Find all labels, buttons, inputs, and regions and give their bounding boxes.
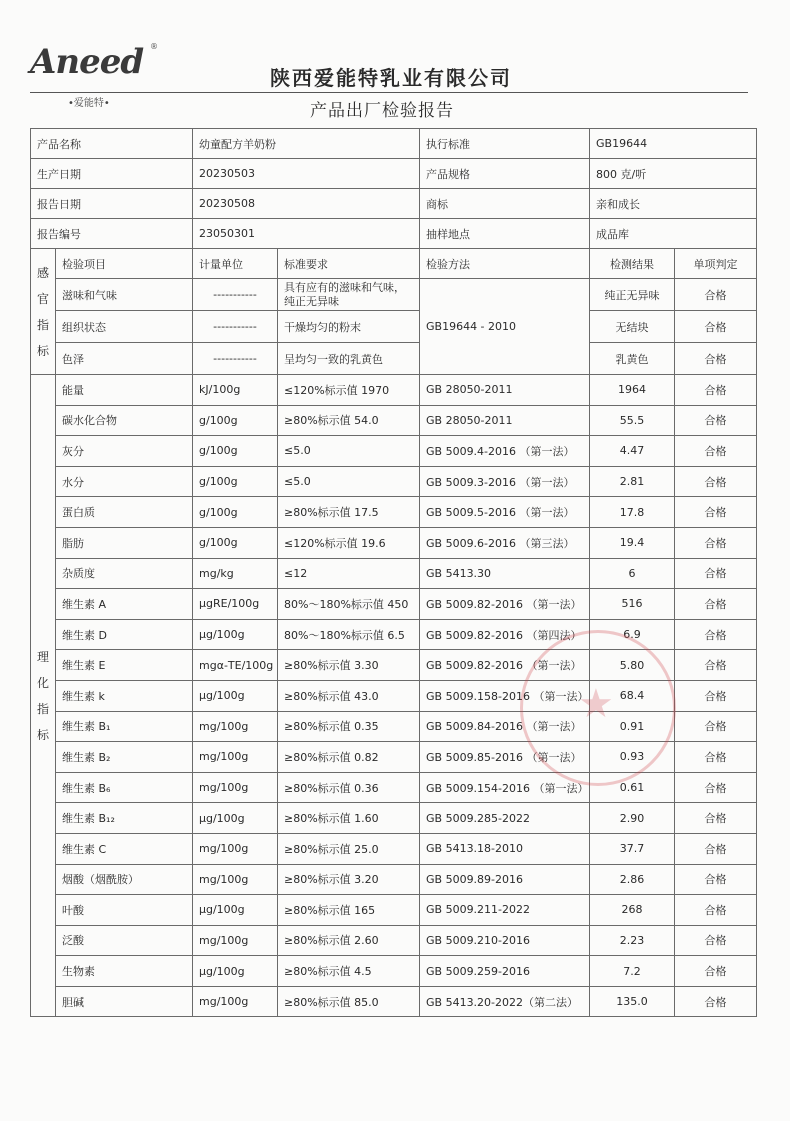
method-cell: GB 5009.259-2016 — [420, 956, 590, 987]
verdict-cell: 合格 — [675, 375, 757, 406]
item-cell: 维生素 A — [56, 589, 193, 620]
method-cell: GB 5413.18-2010 — [420, 833, 590, 864]
verdict-cell: 合格 — [675, 436, 757, 467]
col-header-verdict: 单项判定 — [675, 249, 757, 279]
item-cell: 滋味和气味 — [56, 279, 193, 311]
table-row — [31, 405, 757, 436]
method-cell: GB 5009.82-2016 （第四法） — [420, 619, 590, 650]
category-char: 标 — [36, 343, 49, 358]
table-row — [31, 527, 757, 558]
item-cell: 维生素 B₁₂ — [56, 803, 193, 834]
table-row — [31, 680, 757, 711]
result-cell: 0.91 — [590, 711, 675, 742]
seal-star-icon: ★ — [578, 681, 614, 727]
req-cell: 干燥均匀的粉末 — [278, 311, 420, 343]
verdict-cell: 合格 — [675, 925, 757, 956]
result-cell: 516 — [590, 589, 675, 620]
verdict-cell: 合格 — [675, 772, 757, 803]
unit-cell: μgRE/100g — [193, 589, 278, 620]
verdict-cell: 合格 — [675, 558, 757, 589]
method-cell: GB 5009.154-2016 （第一法） — [420, 772, 590, 803]
method-cell: GB 5413.20-2022（第二法） — [420, 986, 590, 1017]
info-label: 报告编号 — [31, 219, 193, 249]
req-cell: ≤120%标示值 19.6 — [278, 527, 420, 558]
unit-cell: mg/100g — [193, 925, 278, 956]
method-cell: GB 5009.89-2016 — [420, 864, 590, 895]
req-cell: ≥80%标示值 85.0 — [278, 986, 420, 1017]
method-cell: GB 5009.84-2016 （第一法） — [420, 711, 590, 742]
unit-cell: ----------- — [193, 311, 278, 343]
req-cell: ≥80%标示值 1.60 — [278, 803, 420, 834]
unit-cell: mg/100g — [193, 833, 278, 864]
table-row — [31, 742, 757, 773]
item-cell: 杂质度 — [56, 558, 193, 589]
verdict-cell: 合格 — [675, 986, 757, 1017]
col-header-item: 检验项目 — [56, 249, 193, 279]
column-header-row — [31, 249, 757, 279]
unit-cell: μg/100g — [193, 956, 278, 987]
item-cell: 维生素 B₆ — [56, 772, 193, 803]
result-cell: 55.5 — [590, 405, 675, 436]
unit-cell: mg/100g — [193, 742, 278, 773]
result-cell: 5.80 — [590, 650, 675, 681]
req-cell: ≥80%标示值 0.82 — [278, 742, 420, 773]
req-cell: ≤5.0 — [278, 436, 420, 467]
item-cell: 维生素 C — [56, 833, 193, 864]
item-cell: 维生素 k — [56, 680, 193, 711]
unit-cell: mg/100g — [193, 711, 278, 742]
verdict-cell: 合格 — [675, 956, 757, 987]
req-cell: 具有应有的滋味和气味，纯正无异味 — [278, 279, 420, 311]
verdict-cell: 合格 — [675, 343, 757, 375]
method-cell: GB 5413.30 — [420, 558, 590, 589]
method-cell: GB 5009.82-2016 （第一法） — [420, 650, 590, 681]
result-cell: 1964 — [590, 375, 675, 406]
verdict-cell: 合格 — [675, 742, 757, 773]
col-header-method: 检验方法 — [420, 249, 590, 279]
req-cell: ≥80%标示值 0.36 — [278, 772, 420, 803]
table-row — [31, 375, 757, 406]
item-cell: 叶酸 — [56, 895, 193, 926]
verdict-cell: 合格 — [675, 589, 757, 620]
info-row — [31, 159, 757, 189]
unit-cell: g/100g — [193, 405, 278, 436]
table-row — [31, 436, 757, 467]
unit-cell: μg/100g — [193, 680, 278, 711]
unit-cell: μg/100g — [193, 803, 278, 834]
header-divider — [30, 92, 748, 93]
info-row — [31, 189, 757, 219]
verdict-cell: 合格 — [675, 803, 757, 834]
result-cell: 2.23 — [590, 925, 675, 956]
item-cell: 生物素 — [56, 956, 193, 987]
unit-cell: mg/100g — [193, 772, 278, 803]
method-cell: GB 28050-2011 — [420, 375, 590, 406]
method-cell: GB 28050-2011 — [420, 405, 590, 436]
info-row — [31, 219, 757, 249]
info-label: 商标 — [420, 189, 590, 219]
logo-wordmark: Aneed — [30, 42, 144, 82]
verdict-cell: 合格 — [675, 527, 757, 558]
method-cell: GB 5009.6-2016 （第三法） — [420, 527, 590, 558]
method-cell: GB 5009.3-2016 （第一法） — [420, 466, 590, 497]
info-value: 23050301 — [193, 219, 420, 249]
method-cell: GB 5009.85-2016 （第一法） — [420, 742, 590, 773]
table-row — [31, 772, 757, 803]
table-row — [31, 833, 757, 864]
result-cell: 19.4 — [590, 527, 675, 558]
unit-cell: ----------- — [193, 279, 278, 311]
item-cell: 水分 — [56, 466, 193, 497]
req-cell: ≥80%标示值 3.20 — [278, 864, 420, 895]
table-row — [31, 279, 757, 311]
col-header-unit: 计量单位 — [193, 249, 278, 279]
verdict-cell: 合格 — [675, 466, 757, 497]
req-cell: ≥80%标示值 25.0 — [278, 833, 420, 864]
method-cell: GB19644 - 2010 — [420, 279, 590, 375]
info-label: 抽样地点 — [420, 219, 590, 249]
result-cell: 135.0 — [590, 986, 675, 1017]
table-row — [31, 619, 757, 650]
result-cell: 6.9 — [590, 619, 675, 650]
req-cell: ≥80%标示值 4.5 — [278, 956, 420, 987]
result-cell: 纯正无异味 — [590, 279, 675, 311]
item-cell: 胆碱 — [56, 986, 193, 1017]
req-cell: ≥80%标示值 54.0 — [278, 405, 420, 436]
item-cell: 维生素 B₁ — [56, 711, 193, 742]
table-row — [31, 803, 757, 834]
verdict-cell: 合格 — [675, 864, 757, 895]
company-name: 陕西爱能特乳业有限公司 — [270, 66, 512, 90]
category-char: 官 — [36, 291, 49, 306]
table-row — [31, 497, 757, 528]
unit-cell: g/100g — [193, 436, 278, 467]
verdict-cell: 合格 — [675, 497, 757, 528]
req-cell: ≤120%标示值 1970 — [278, 375, 420, 406]
info-label: 产品规格 — [420, 159, 590, 189]
info-label: 报告日期 — [31, 189, 193, 219]
info-row — [31, 129, 757, 159]
table-row — [31, 558, 757, 589]
item-cell: 蛋白质 — [56, 497, 193, 528]
registered-mark: ® — [150, 42, 158, 51]
table-row — [31, 650, 757, 681]
item-cell: 碳水化合物 — [56, 405, 193, 436]
item-cell: 脂肪 — [56, 527, 193, 558]
method-cell: GB 5009.82-2016 （第一法） — [420, 589, 590, 620]
unit-cell: μg/100g — [193, 619, 278, 650]
unit-cell: g/100g — [193, 466, 278, 497]
inspection-table — [30, 128, 757, 1017]
info-value: 800 克/听 — [590, 159, 757, 189]
req-cell: ≥80%标示值 3.30 — [278, 650, 420, 681]
category-char: 化 — [36, 675, 49, 690]
result-cell: 37.7 — [590, 833, 675, 864]
method-cell: GB 5009.5-2016 （第一法） — [420, 497, 590, 528]
info-value: 幼童配方羊奶粉 — [193, 129, 420, 159]
info-label: 产品名称 — [31, 129, 193, 159]
info-value: 20230503 — [193, 159, 420, 189]
method-cell: GB 5009.285-2022 — [420, 803, 590, 834]
category-char: 指 — [36, 701, 49, 716]
info-label: 执行标准 — [420, 129, 590, 159]
verdict-cell: 合格 — [675, 680, 757, 711]
req-cell: ≥80%标示值 0.35 — [278, 711, 420, 742]
unit-cell: mg/100g — [193, 864, 278, 895]
verdict-cell: 合格 — [675, 311, 757, 343]
item-cell: 色泽 — [56, 343, 193, 375]
unit-cell: g/100g — [193, 497, 278, 528]
item-cell: 灰分 — [56, 436, 193, 467]
unit-cell: kJ/100g — [193, 375, 278, 406]
unit-cell: mg/100g — [193, 986, 278, 1017]
info-value: 亲和成长 — [590, 189, 757, 219]
item-cell: 能量 — [56, 375, 193, 406]
result-cell: 0.61 — [590, 772, 675, 803]
table-row — [31, 864, 757, 895]
result-cell: 68.4 — [590, 680, 675, 711]
item-cell: 泛酸 — [56, 925, 193, 956]
item-cell: 维生素 E — [56, 650, 193, 681]
report-title: 产品出厂检验报告 — [310, 101, 454, 121]
unit-cell: mg/kg — [193, 558, 278, 589]
req-cell: 80%～180%标示值 6.5 — [278, 619, 420, 650]
result-cell: 2.86 — [590, 864, 675, 895]
req-cell: ≥80%标示值 17.5 — [278, 497, 420, 528]
item-cell: 组织状态 — [56, 311, 193, 343]
method-cell: GB 5009.211-2022 — [420, 895, 590, 926]
table-row — [31, 466, 757, 497]
req-cell: ≥80%标示值 43.0 — [278, 680, 420, 711]
info-label: 生产日期 — [31, 159, 193, 189]
req-cell: ≥80%标示值 2.60 — [278, 925, 420, 956]
result-cell: 17.8 — [590, 497, 675, 528]
result-cell: 2.90 — [590, 803, 675, 834]
info-value: 成品库 — [590, 219, 757, 249]
category-char: 标 — [36, 727, 49, 742]
result-cell: 268 — [590, 895, 675, 926]
verdict-cell: 合格 — [675, 619, 757, 650]
table-row — [31, 343, 757, 375]
col-header-req: 标准要求 — [278, 249, 420, 279]
item-cell: 烟酸（烟酰胺） — [56, 864, 193, 895]
info-value: 20230508 — [193, 189, 420, 219]
category-char: 感 — [36, 265, 49, 280]
company-logo — [30, 38, 160, 108]
method-cell: GB 5009.4-2016 （第一法） — [420, 436, 590, 467]
col-header-result: 检测结果 — [590, 249, 675, 279]
info-value: GB19644 — [590, 129, 757, 159]
req-cell: ≤12 — [278, 558, 420, 589]
table-row — [31, 311, 757, 343]
verdict-cell: 合格 — [675, 279, 757, 311]
result-cell: 7.2 — [590, 956, 675, 987]
item-cell: 维生素 B₂ — [56, 742, 193, 773]
result-cell: 6 — [590, 558, 675, 589]
unit-cell: mgα-TE/100g — [193, 650, 278, 681]
physchem-category-label — [31, 375, 56, 1017]
verdict-cell: 合格 — [675, 895, 757, 926]
sensory-category-label — [31, 249, 56, 375]
category-char: 理 — [36, 649, 49, 664]
result-cell: 无结块 — [590, 311, 675, 343]
verdict-cell: 合格 — [675, 711, 757, 742]
result-cell: 乳黄色 — [590, 343, 675, 375]
item-cell: 维生素 D — [56, 619, 193, 650]
table-row — [31, 895, 757, 926]
req-cell: 呈均匀一致的乳黄色 — [278, 343, 420, 375]
table-row — [31, 711, 757, 742]
method-cell: GB 5009.158-2016 （第一法） — [420, 680, 590, 711]
table-row — [31, 925, 757, 956]
table-row — [31, 589, 757, 620]
verdict-cell: 合格 — [675, 650, 757, 681]
result-cell: 0.93 — [590, 742, 675, 773]
unit-cell: μg/100g — [193, 895, 278, 926]
result-cell: 2.81 — [590, 466, 675, 497]
unit-cell: ----------- — [193, 343, 278, 375]
logo-subtitle: •爱能特• — [68, 98, 110, 109]
method-cell: GB 5009.210-2016 — [420, 925, 590, 956]
unit-cell: g/100g — [193, 527, 278, 558]
req-cell: ≥80%标示值 165 — [278, 895, 420, 926]
req-cell: 80%～180%标示值 450 — [278, 589, 420, 620]
category-char: 指 — [36, 317, 49, 332]
verdict-cell: 合格 — [675, 833, 757, 864]
table-row — [31, 956, 757, 987]
result-cell: 4.47 — [590, 436, 675, 467]
req-cell: ≤5.0 — [278, 466, 420, 497]
table-row — [31, 986, 757, 1017]
verdict-cell: 合格 — [675, 405, 757, 436]
